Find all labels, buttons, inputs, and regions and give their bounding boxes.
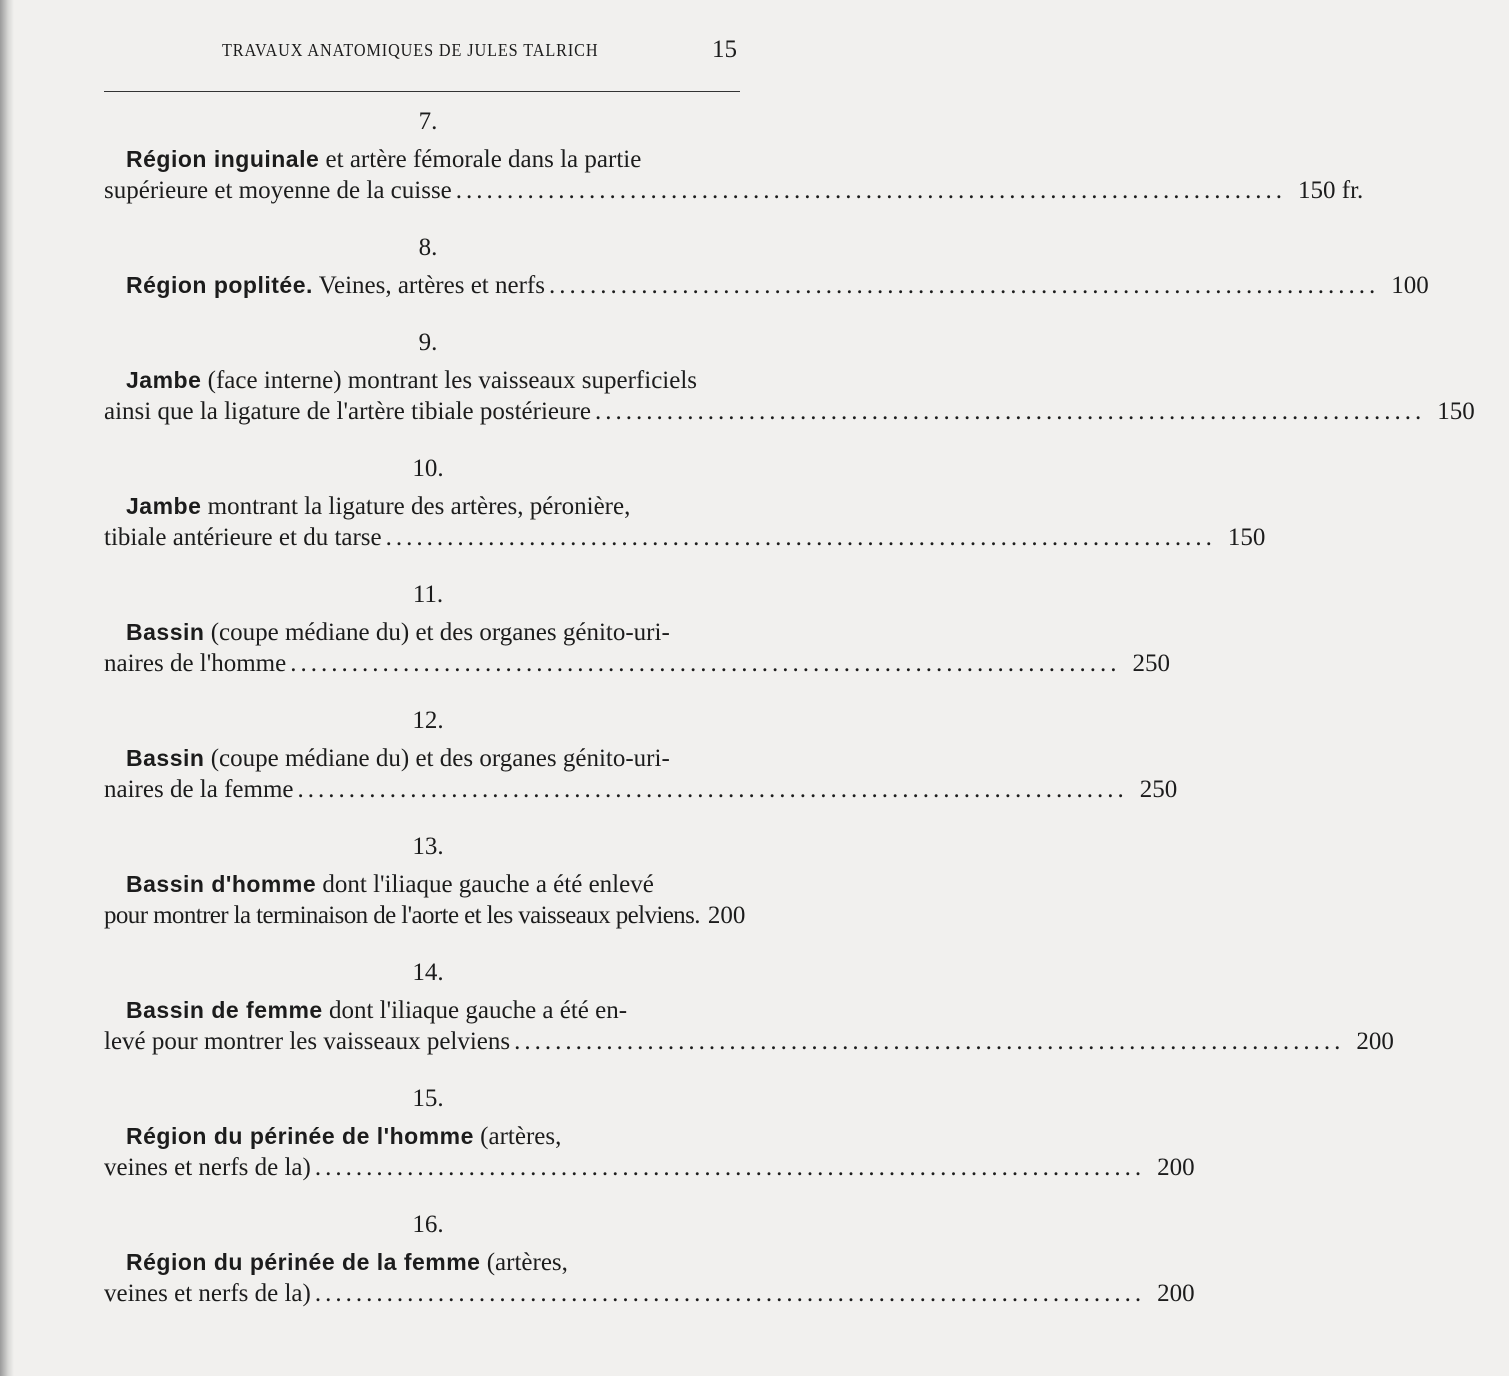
spacer	[104, 805, 734, 825]
catalog-list	[104, 100, 1475, 1309]
dot-leader: .................................................................................	[314, 1280, 1146, 1307]
entry-text: (coupe médiane du) et des organes génito-uri-	[204, 619, 670, 646]
entry-number: 12.	[412, 707, 444, 734]
entry-text: (artères,	[480, 1249, 568, 1276]
entry-heading: Région du périnée de la femme	[126, 1249, 481, 1275]
catalog-entry-10	[104, 447, 1266, 553]
spacer	[104, 553, 734, 573]
catalog-entry-15	[104, 1077, 1195, 1183]
running-title: TRAVAUX ANATOMIQUES DE JULES TALRICH	[222, 40, 599, 60]
spacer	[104, 931, 734, 951]
entry-last-line	[104, 270, 1429, 301]
entry-text-end: naires de l'homme	[104, 650, 287, 677]
entry-first-line	[104, 144, 734, 175]
entry-body	[104, 1247, 1195, 1309]
entry-body	[104, 144, 1364, 206]
entry-text: et artère fémorale dans la partie	[319, 146, 642, 173]
entry-heading: Bassin d'homme	[126, 871, 317, 897]
entry-last-line	[104, 522, 1266, 553]
entry-heading: Bassin	[126, 619, 205, 645]
entry-first-line	[104, 743, 734, 774]
catalog-entry-14	[104, 951, 1394, 1057]
entry-price: 200	[707, 902, 746, 929]
entry-heading: Région du périnée de l'homme	[126, 1123, 474, 1149]
entry-price: 250	[1139, 776, 1178, 803]
catalog-entry-8	[104, 226, 1429, 301]
entry-body	[104, 365, 1475, 427]
entry-text: dont l'iliaque gauche a été en-	[322, 997, 628, 1024]
entry-text-end: pour montrer la terminaison de l'aorte et les vaisseaux pelviens.	[104, 902, 700, 929]
entry-price: 200	[1157, 1280, 1195, 1307]
entry-text: (coupe médiane du) et des organes génito-uri-	[204, 745, 670, 772]
entry-last-line	[104, 900, 746, 931]
entry-price: 150	[1227, 524, 1266, 551]
entry-first-line	[104, 869, 734, 900]
dot-leader: .................................................................................	[548, 272, 1380, 299]
entry-text-end: levé pour montrer les vaisseaux pelviens	[104, 1028, 511, 1055]
catalog-entry-7	[104, 100, 1364, 206]
dot-leader: .................................................................................	[514, 1028, 1345, 1055]
entry-body	[104, 270, 1429, 301]
catalog-entry-13	[104, 825, 746, 931]
entry-price: 100	[1391, 272, 1429, 299]
entry-first-line	[104, 995, 734, 1026]
dot-leader: .................................................................................	[297, 776, 1128, 803]
entry-body	[104, 617, 1170, 679]
entry-body	[104, 995, 1394, 1057]
spacer	[104, 679, 734, 699]
entry-number: 7.	[418, 108, 438, 135]
entry-body	[104, 743, 1178, 805]
spacer	[104, 301, 734, 321]
page-edge-shadow	[0, 0, 14, 1376]
entry-price: 150 fr.	[1298, 177, 1364, 204]
entry-last-line	[104, 396, 1475, 427]
entry-text: montrant la ligature des artères, péronière,	[201, 493, 631, 520]
entry-last-line	[104, 648, 1170, 679]
entry-body	[104, 869, 746, 931]
entry-text-end: Veines, artères et nerfs	[312, 272, 545, 299]
spacer	[104, 427, 734, 447]
spacer	[104, 1057, 734, 1077]
entry-heading: Région poplitée.	[126, 272, 313, 298]
entry-number: 15.	[412, 1085, 444, 1112]
entry-last-line	[104, 1026, 1394, 1057]
entry-body	[104, 491, 1266, 553]
page-header	[0, 36, 800, 70]
entry-heading: Bassin	[126, 745, 205, 771]
entry-last-line	[104, 1152, 1195, 1183]
entry-price: 200	[1157, 1154, 1195, 1181]
dot-leader: .................................................................................	[455, 177, 1287, 204]
entry-text: (artères,	[473, 1123, 562, 1150]
dot-leader: .................................................................................	[385, 524, 1216, 551]
entry-text-end: ainsi que la ligature de l'artère tibiale postérieure	[104, 398, 591, 425]
entry-number: 13.	[412, 833, 444, 860]
spacer	[104, 206, 734, 226]
entry-heading: Région inguinale	[126, 146, 320, 172]
entry-heading: Jambe	[126, 367, 202, 393]
entry-first-line	[104, 491, 734, 522]
entry-first-line	[104, 1121, 734, 1152]
entry-text-end: tibiale antérieure et du tarse	[104, 524, 382, 551]
entry-number: 14.	[412, 959, 444, 986]
entry-number: 11.	[412, 581, 444, 608]
entry-number: 16.	[412, 1211, 444, 1238]
entry-heading: Bassin de femme	[126, 997, 323, 1023]
page-number: 15	[712, 36, 737, 63]
dot-leader: .................................................................................	[290, 650, 1121, 677]
entry-last-line	[104, 175, 1364, 206]
entry-text-end: naires de la femme	[104, 776, 294, 803]
entry-price: 150	[1437, 398, 1475, 425]
entry-body	[104, 1121, 1195, 1183]
entry-last-line	[104, 1278, 1195, 1309]
entry-last-line	[104, 774, 1178, 805]
header-rule	[104, 91, 740, 92]
entry-text: dont l'iliaque gauche a été enlevé	[316, 871, 654, 898]
entry-first-line	[104, 617, 734, 648]
entry-price: 200	[1356, 1028, 1394, 1055]
catalog-entry-9	[104, 321, 1475, 427]
entry-number: 8.	[418, 234, 438, 261]
entry-number: 10.	[412, 455, 444, 482]
spacer	[104, 1183, 734, 1203]
entry-first-line	[104, 365, 734, 396]
dot-leader: .................................................................................	[314, 1154, 1146, 1181]
catalog-entry-16	[104, 1203, 1195, 1309]
entry-price: 250	[1132, 650, 1170, 677]
entry-text: (face interne) montrant les vaisseaux superficiels	[201, 367, 698, 394]
entry-text-end: veines et nerfs de la)	[104, 1280, 311, 1307]
entry-heading: Jambe	[126, 493, 202, 519]
entry-first-line	[104, 1247, 734, 1278]
catalog-entry-11	[104, 573, 1170, 679]
entry-text-end: supérieure et moyenne de la cuisse	[104, 177, 452, 204]
entry-number: 9.	[418, 329, 438, 356]
entry-text-end: veines et nerfs de la)	[104, 1154, 311, 1181]
entry-line	[126, 270, 545, 301]
catalog-entry-12	[104, 699, 1178, 805]
dot-leader: .................................................................................	[594, 398, 1426, 425]
